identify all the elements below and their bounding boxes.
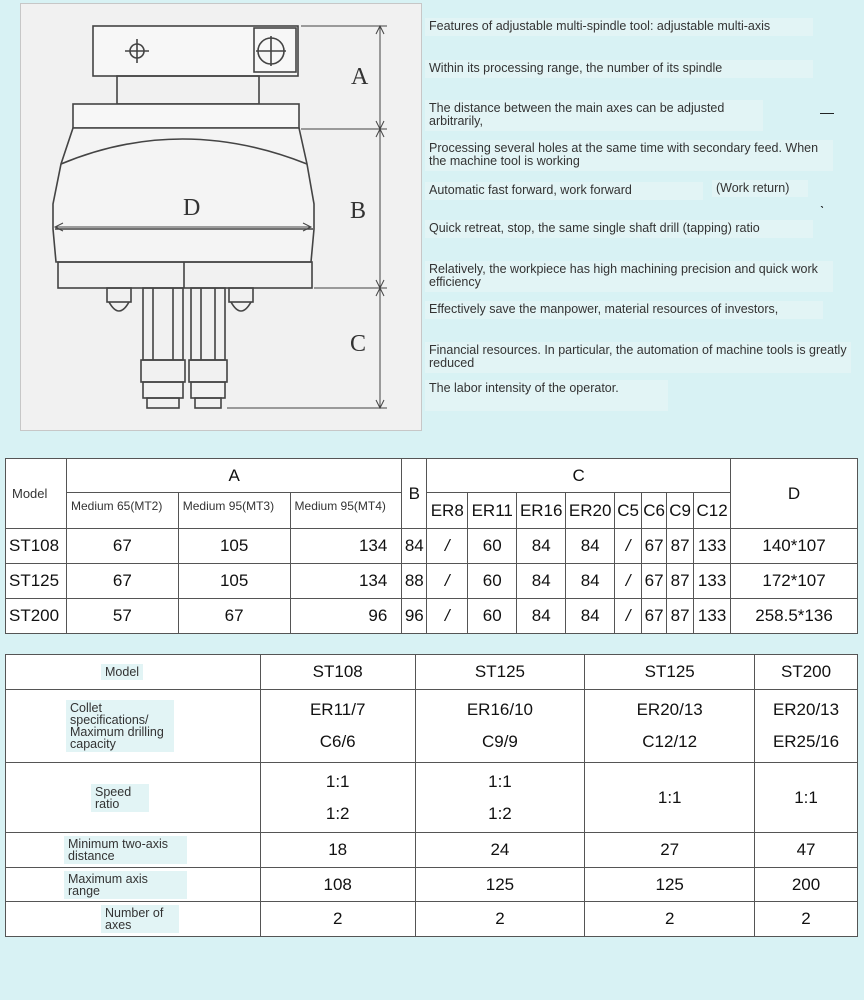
- model-header: ST108: [260, 655, 415, 690]
- spec-cell: 88: [402, 564, 427, 599]
- speed-row-label: [6, 763, 261, 833]
- spec-col-d-header: D: [731, 459, 858, 529]
- spec-cell: /: [427, 529, 468, 564]
- speed-value: 1:2: [325, 803, 350, 823]
- speed-cell: [585, 763, 755, 833]
- collet-value: C6/6: [319, 732, 356, 751]
- table-row: [6, 763, 858, 833]
- feature-line: Financial resources. In particular, the automation of machine tools is greatly reduced: [425, 342, 851, 373]
- spec-col-b-header: B: [402, 459, 427, 529]
- max-range-row-label: [6, 868, 261, 902]
- collet-row-label: [6, 690, 261, 763]
- spec-cell: 67: [642, 599, 667, 634]
- model-row-label: [6, 655, 261, 690]
- spec-cell: 87: [667, 529, 694, 564]
- spec-cell: 133: [694, 564, 731, 599]
- speed-value: 1:1: [794, 787, 818, 807]
- spec-cell: 96: [290, 599, 402, 634]
- spec-cell: 133: [694, 599, 731, 634]
- model-header: ST125: [585, 655, 755, 690]
- speed-value: 1:1: [488, 771, 512, 791]
- spec-cell: 134: [290, 564, 402, 599]
- feature-line: The labor intensity of the operator.: [425, 380, 668, 411]
- collet-cell: [260, 690, 415, 763]
- model-spec-table: [5, 654, 858, 937]
- min-dist-cell: 24: [415, 833, 585, 868]
- speed-cell: [260, 763, 415, 833]
- feature-line: Effectively save the manpower, material resources of investors,: [425, 301, 823, 319]
- spec-cell: 84: [402, 529, 427, 564]
- min-dist-cell: 27: [585, 833, 755, 868]
- spec-cell: 84: [517, 599, 566, 634]
- max-range-cell: 125: [415, 868, 585, 902]
- collet-value: ER20/13: [636, 700, 703, 719]
- spec-cell: /: [427, 564, 468, 599]
- spec-cell: 84: [566, 599, 615, 634]
- spec-c-subheader: ER8: [427, 493, 468, 529]
- spec-c-subheader: C12: [694, 493, 731, 529]
- collet-value: C12/12: [642, 732, 698, 751]
- axes-cell: 2: [585, 902, 755, 937]
- table-row: [6, 599, 858, 634]
- collet-cell: [415, 690, 585, 763]
- table-row: [6, 655, 858, 690]
- spec-row-model: ST125: [6, 564, 67, 599]
- axes-row-label-text: Number of axes: [101, 905, 179, 933]
- speed-value: 1:2: [488, 803, 512, 823]
- speed-row-label-text: Speed ratio: [91, 784, 149, 812]
- feature-line: Features of adjustable multi-spindle tool: adjustable multi-axis: [425, 18, 813, 36]
- spec-cell: 60: [468, 599, 517, 634]
- spec-cell: 96: [402, 599, 427, 634]
- speed-cell: [415, 763, 585, 833]
- table-row: [6, 529, 858, 564]
- spec-col-a-header: A: [66, 459, 401, 493]
- axes-cell: 2: [260, 902, 415, 937]
- feature-line: Within its processing range, the number of its spindle: [425, 60, 813, 78]
- dimension-label-d: D: [183, 195, 201, 221]
- collet-value: ER16/10: [466, 700, 534, 719]
- spec-c-subheader: C9: [667, 493, 694, 529]
- spec-cell: 87: [667, 564, 694, 599]
- spec-cell: 67: [178, 599, 290, 634]
- speed-cell: [755, 763, 858, 833]
- spec-cell: 67: [642, 529, 667, 564]
- collet-cell: [585, 690, 755, 763]
- spec-cell: 105: [178, 529, 290, 564]
- spec-cell: /: [615, 529, 642, 564]
- axes-cell: 2: [415, 902, 585, 937]
- table-row: [6, 833, 858, 868]
- axes-row-label: [6, 902, 261, 937]
- spec-row-model: ST108: [6, 529, 67, 564]
- max-range-cell: 108: [260, 868, 415, 902]
- spec-c-subheader: ER20: [566, 493, 615, 529]
- spec-cell: 67: [66, 529, 178, 564]
- spec-cell: 87: [667, 599, 694, 634]
- spec-cell: 57: [66, 599, 178, 634]
- model-header: ST125: [415, 655, 585, 690]
- spec-c-subheader: C6: [642, 493, 667, 529]
- feature-line: Processing several holes at the same time with secondary feed. When the machine tool is working: [425, 140, 833, 171]
- feature-line: Quick retreat, stop, the same single shaft drill (tapping) ratio: [425, 220, 813, 238]
- collet-value: ER25/16: [772, 732, 840, 751]
- dash-mark: —: [820, 104, 834, 120]
- collet-value: C9/9: [481, 732, 518, 751]
- table-row: [6, 902, 858, 937]
- tick-mark: ˎ: [820, 192, 825, 208]
- tool-drawing: [20, 3, 422, 431]
- spec-c-subheader: ER11: [468, 493, 517, 529]
- dimension-label-c: C: [350, 331, 367, 357]
- spec-a-subheader: Medium 95(MT4): [290, 493, 402, 529]
- spec-cell: 84: [566, 529, 615, 564]
- dimension-spec-table: [5, 458, 858, 634]
- max-range-cell: 125: [585, 868, 755, 902]
- dimension-label-a: A: [351, 64, 369, 90]
- spec-cell: 60: [468, 529, 517, 564]
- spec-cell: /: [615, 599, 642, 634]
- feature-line: Automatic fast forward, work forward: [425, 182, 703, 200]
- feature-line: Relatively, the workpiece has high machining precision and quick work efficiency: [425, 261, 833, 292]
- spec-cell: 134: [290, 529, 402, 564]
- table-row: [6, 868, 858, 902]
- spec-cell: 133: [694, 529, 731, 564]
- collet-value: ER11/7: [309, 700, 366, 719]
- speed-value: 1:1: [657, 787, 682, 807]
- min-dist-cell: 47: [755, 833, 858, 868]
- spec-c-subheader: C5: [615, 493, 642, 529]
- spec-col-c-header: C: [427, 459, 731, 493]
- dimension-label-b: B: [350, 198, 367, 224]
- min-dist-row-label: [6, 833, 261, 868]
- spec-row-model: ST200: [6, 599, 67, 634]
- min-dist-row-label-text: Minimum two-axis distance: [64, 836, 187, 864]
- spec-cell: 84: [517, 564, 566, 599]
- spec-cell: 258.5*136: [731, 599, 858, 634]
- spec-cell: 67: [642, 564, 667, 599]
- spec-cell: 60: [468, 564, 517, 599]
- spec-a-subheader: Medium 65(MT2): [66, 493, 178, 529]
- spec-model-header: Model: [6, 459, 67, 529]
- table-row: [6, 690, 858, 763]
- spec-cell: /: [427, 599, 468, 634]
- spec-cell: 84: [566, 564, 615, 599]
- spec-cell: 172*107: [731, 564, 858, 599]
- max-range-row-label-text: Maximum axis range: [64, 871, 187, 899]
- max-range-cell: 200: [755, 868, 858, 902]
- min-dist-cell: 18: [260, 833, 415, 868]
- collet-cell: [755, 690, 858, 763]
- axes-cell: 2: [755, 902, 858, 937]
- feature-line: The distance between the main axes can be adjusted arbitrarily,: [425, 100, 763, 131]
- spec-cell: 84: [517, 529, 566, 564]
- spec-cell: 67: [66, 564, 178, 599]
- spec-a-subheader: Medium 95(MT3): [178, 493, 290, 529]
- model-row-label-text: Model: [101, 664, 143, 680]
- spec-cell: 105: [178, 564, 290, 599]
- table-row: [6, 564, 858, 599]
- collet-value: ER20/13: [772, 700, 840, 719]
- speed-value: 1:1: [325, 771, 350, 791]
- feature-aside-note: (Work return): [712, 180, 808, 197]
- spec-cell: 140*107: [731, 529, 858, 564]
- collet-row-label-text: Collet specifications/ Maximum drilling capacity: [66, 700, 174, 752]
- spec-c-subheader: ER16: [517, 493, 566, 529]
- spec-cell: /: [615, 564, 642, 599]
- model-header: ST200: [755, 655, 858, 690]
